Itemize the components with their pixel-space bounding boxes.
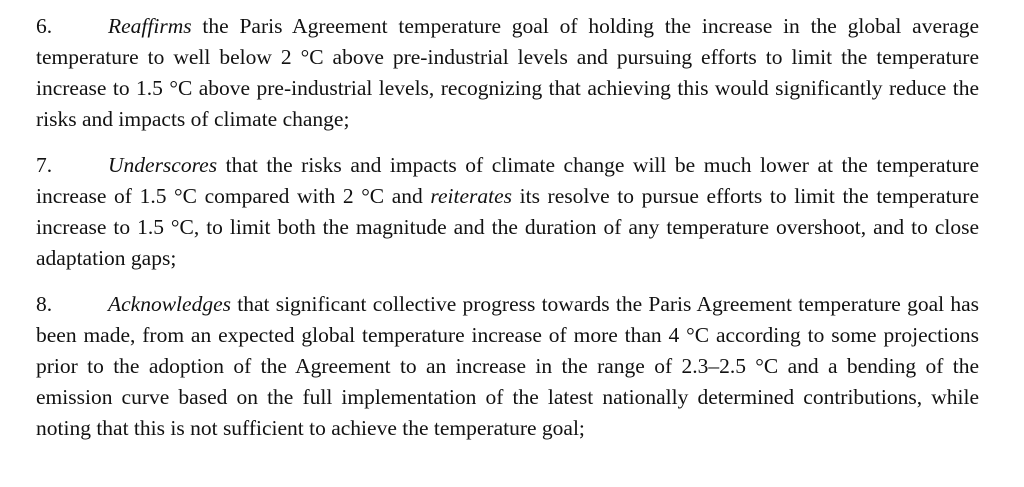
document-body xyxy=(36,11,979,444)
paragraph-text: that significant collective progress towards the Paris Agreement temperature goal has been made, from an expected global temperature increase of more than 4 °C according to some projections prior to the adoption of the Agreement to an increase in the range of 2.3–2.5 °C and a bending of the emission curve based on the full implementation of the latest nationally determined contributions, while noting that this is not sufficient to achieve the temperature goal; xyxy=(36,292,979,440)
paragraph-8 xyxy=(36,289,979,444)
keyword-reaffirms: Reaffirms xyxy=(108,14,192,38)
keyword-acknowledges: Acknowledges xyxy=(108,292,231,316)
paragraph-text: the Paris Agreement temperature goal of holding the increase in the global average temperature to well below 2 °C above pre-industrial levels and pursuing efforts to limit the temperature increase to 1.5 °C above pre-industrial levels, recognizing that achieving this would significantly reduce the risks and impacts of climate change; xyxy=(36,14,979,131)
paragraph-7 xyxy=(36,150,979,274)
paragraph-number: 6. xyxy=(36,14,53,38)
paragraph-text: that the risks and impacts of climate change will be much lower at the temperature increase of 1.5 °C compared with 2 °C and xyxy=(36,153,979,208)
keyword-underscores: Underscores xyxy=(108,153,218,177)
paragraph-6 xyxy=(36,11,979,135)
paragraph-text: its resolve to pursue efforts to limit the temperature increase to 1.5 °C, to limit both the magnitude and the duration of any temperature overshoot, and to close adaptation gaps; xyxy=(36,184,979,270)
keyword-reiterates: reiterates xyxy=(430,184,513,208)
paragraph-number: 8. xyxy=(36,292,53,316)
paragraph-number: 7. xyxy=(36,153,53,177)
